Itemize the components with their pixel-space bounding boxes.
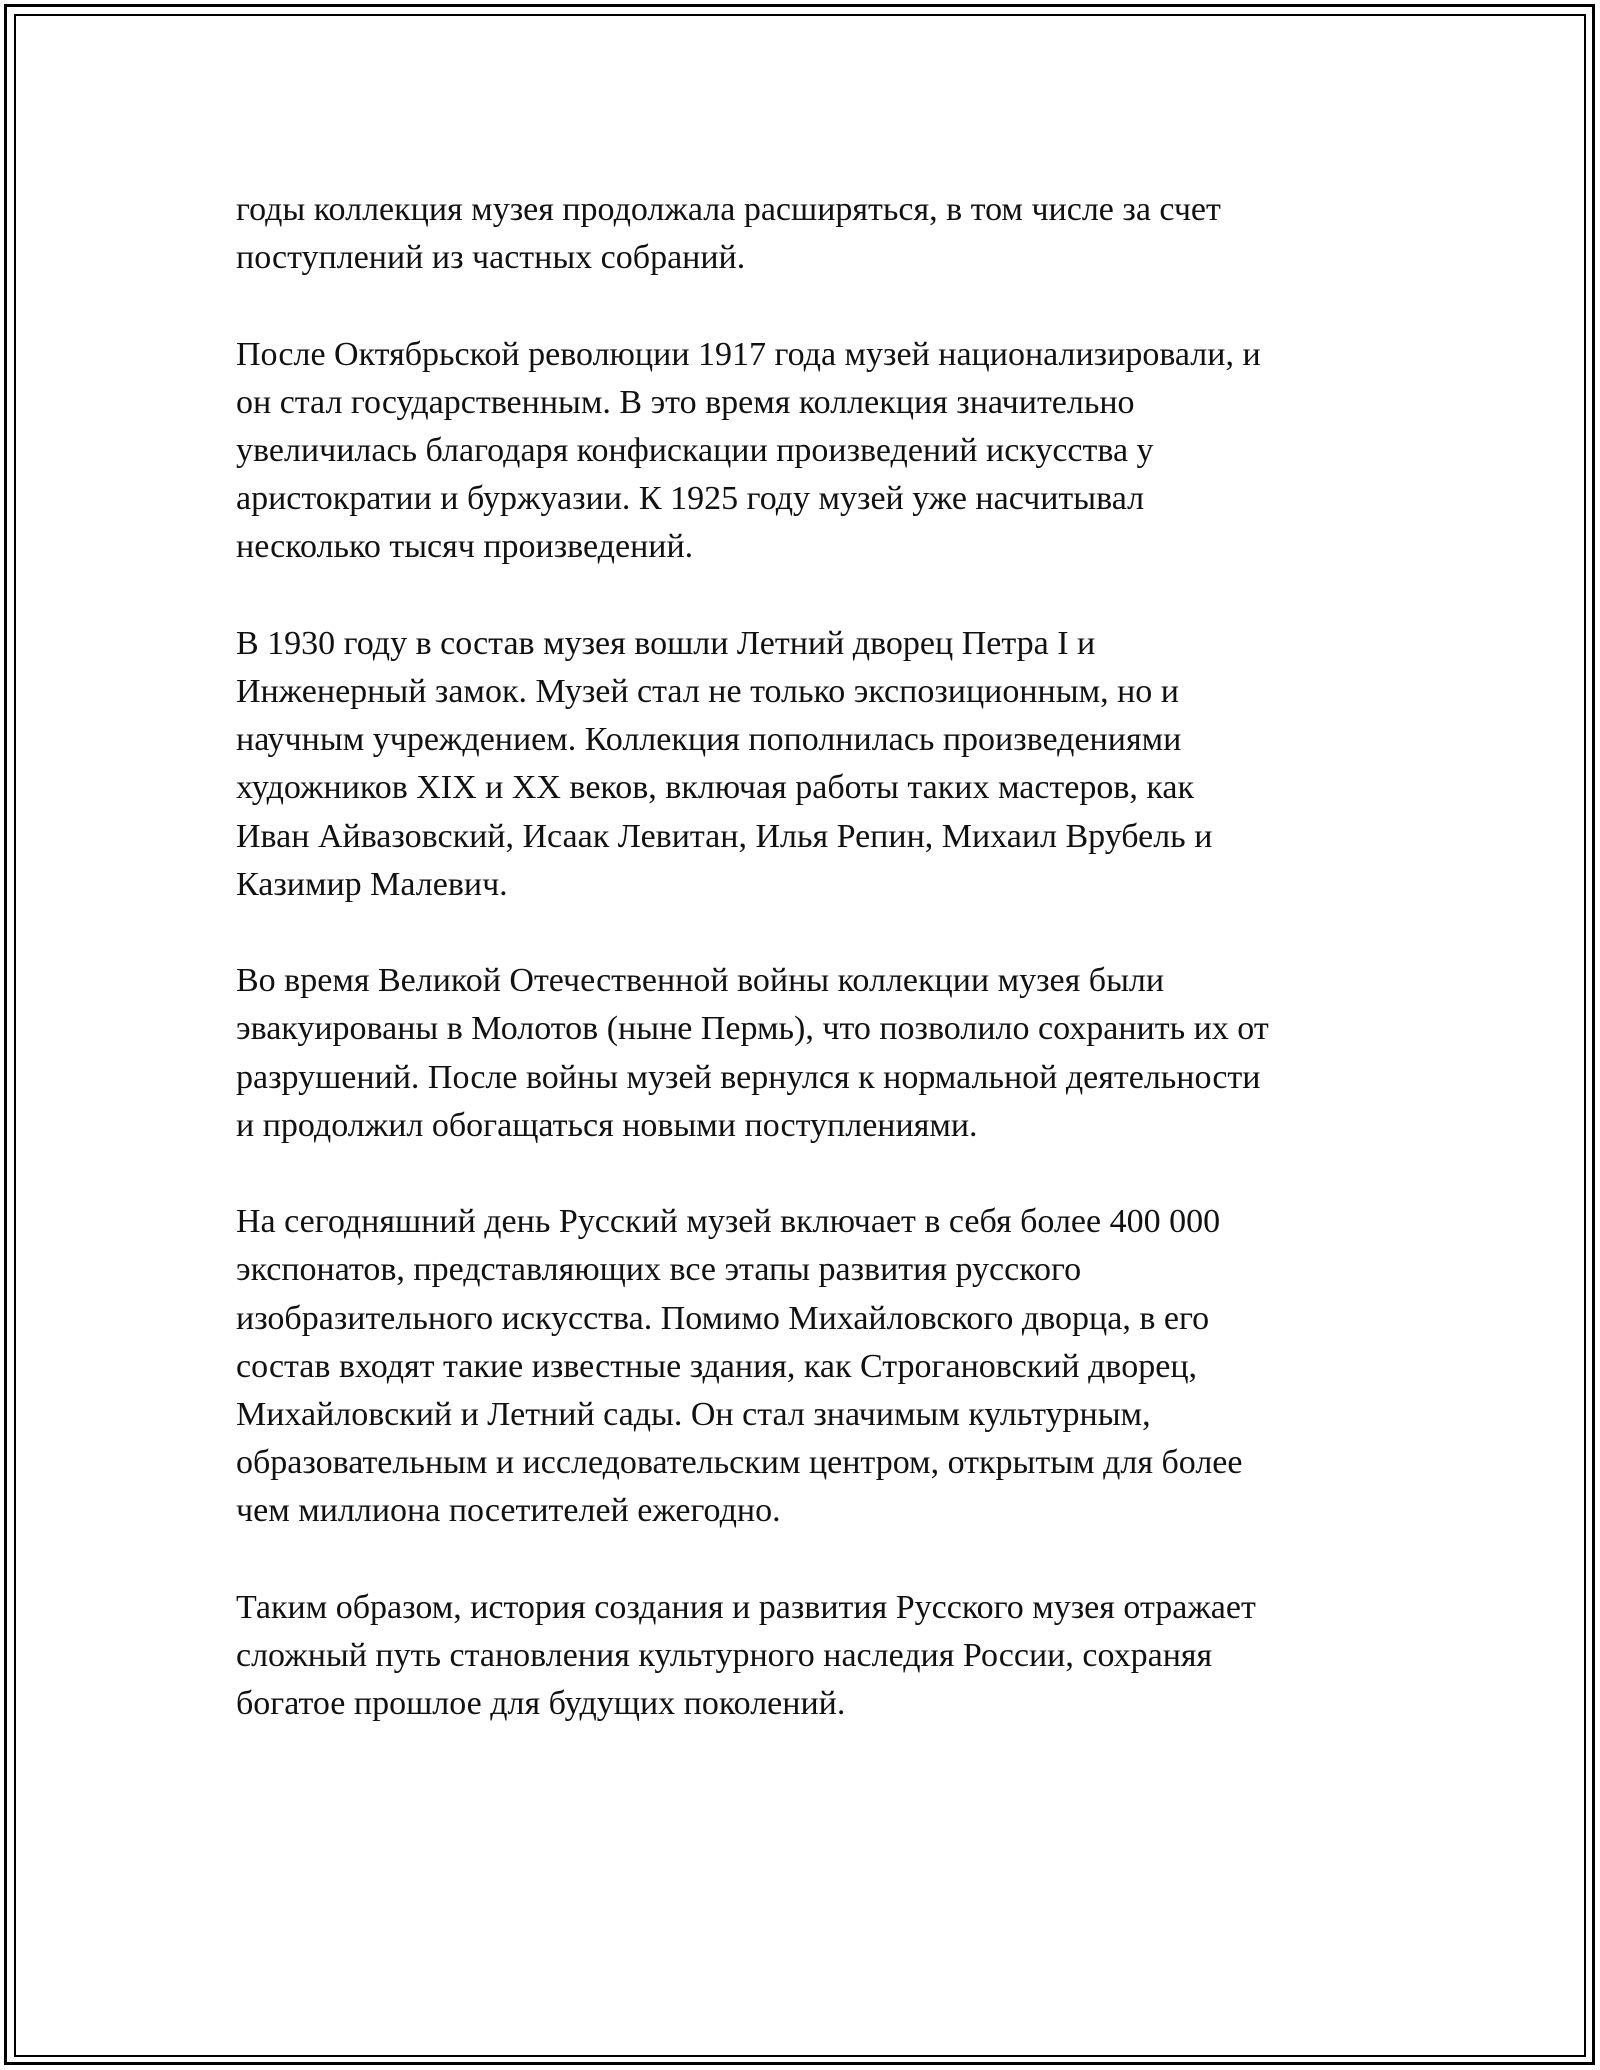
text-line: богатое прошлое для будущих поколений. [236,1685,846,1723]
text-line: Во время Великой Отечественной войны коллекции музея были [236,962,1165,1000]
text-line: он стал государственным. В это время коллекция значительно [236,383,1135,421]
text-line: После Октябрьской революции 1917 года музей национализировали, и [236,335,1261,373]
paragraph-5 [236,1198,1376,1535]
text-line: Таким образом, история создания и развития Русского музея отражает [236,1588,1256,1626]
text-line: эвакуированы в Молотов (ныне Пермь), что позволило сохранить их от [236,1010,1269,1048]
paragraph-2 [236,331,1376,572]
paragraph-1 [236,186,1376,282]
text-line: изобразительного искусства. Помимо Михайловского дворца, в его [236,1299,1210,1337]
text-line: аристократии и буржуазии. К 1925 году музей уже насчитывал [236,480,1145,518]
text-line: поступлений из частных собраний. [236,239,746,277]
paragraph-3 [236,620,1376,909]
text-line: художников XIX и XX веков, включая работы таких мастеров, как [236,769,1195,807]
document-body [236,186,1376,1777]
paragraph-6 [236,1584,1376,1729]
text-line: состав входят такие известные здания, как Строгановский дворец, [236,1347,1198,1385]
paragraph-4 [236,957,1376,1150]
text-line: Михайловский и Летний сады. Он стал значимым культурным, [236,1396,1151,1434]
text-line: научным учреждением. Коллекция пополнилась произведениями [236,721,1182,759]
text-line: На сегодняшний день Русский музей включает в себя более 400 000 [236,1203,1221,1241]
text-line: экспонатов, представляющих все этапы развития русского [236,1251,1082,1289]
text-line: образовательным и исследовательским центром, открытым для более [236,1444,1243,1482]
text-line: несколько тысяч произведений. [236,528,694,566]
text-line: чем миллиона посетителей ежегодно. [236,1492,781,1530]
text-line: и продолжил обогащаться новыми поступлениями. [236,1106,978,1144]
text-line: увеличилась благодаря конфискации произведений искусства у [236,432,1154,469]
text-line: Казимир Малевич. [236,865,508,903]
text-line: разрушений. После войны музей вернулся к нормальной деятельности [236,1058,1261,1096]
text-line: Иван Айвазовский, Исаак Левитан, Илья Репин, Михаил Врубель и [236,817,1213,855]
text-line: сложный путь становления культурного наследия России, сохраняя [236,1637,1213,1675]
text-line: В 1930 году в состав музея вошли Летний дворец Петра I и [236,624,1096,662]
text-line: Инженерный замок. Музей стал не только экспозиционным, но и [236,673,1180,710]
text-line: годы коллекция музея продолжала расширяться, в том числе за счет [236,191,1221,228]
